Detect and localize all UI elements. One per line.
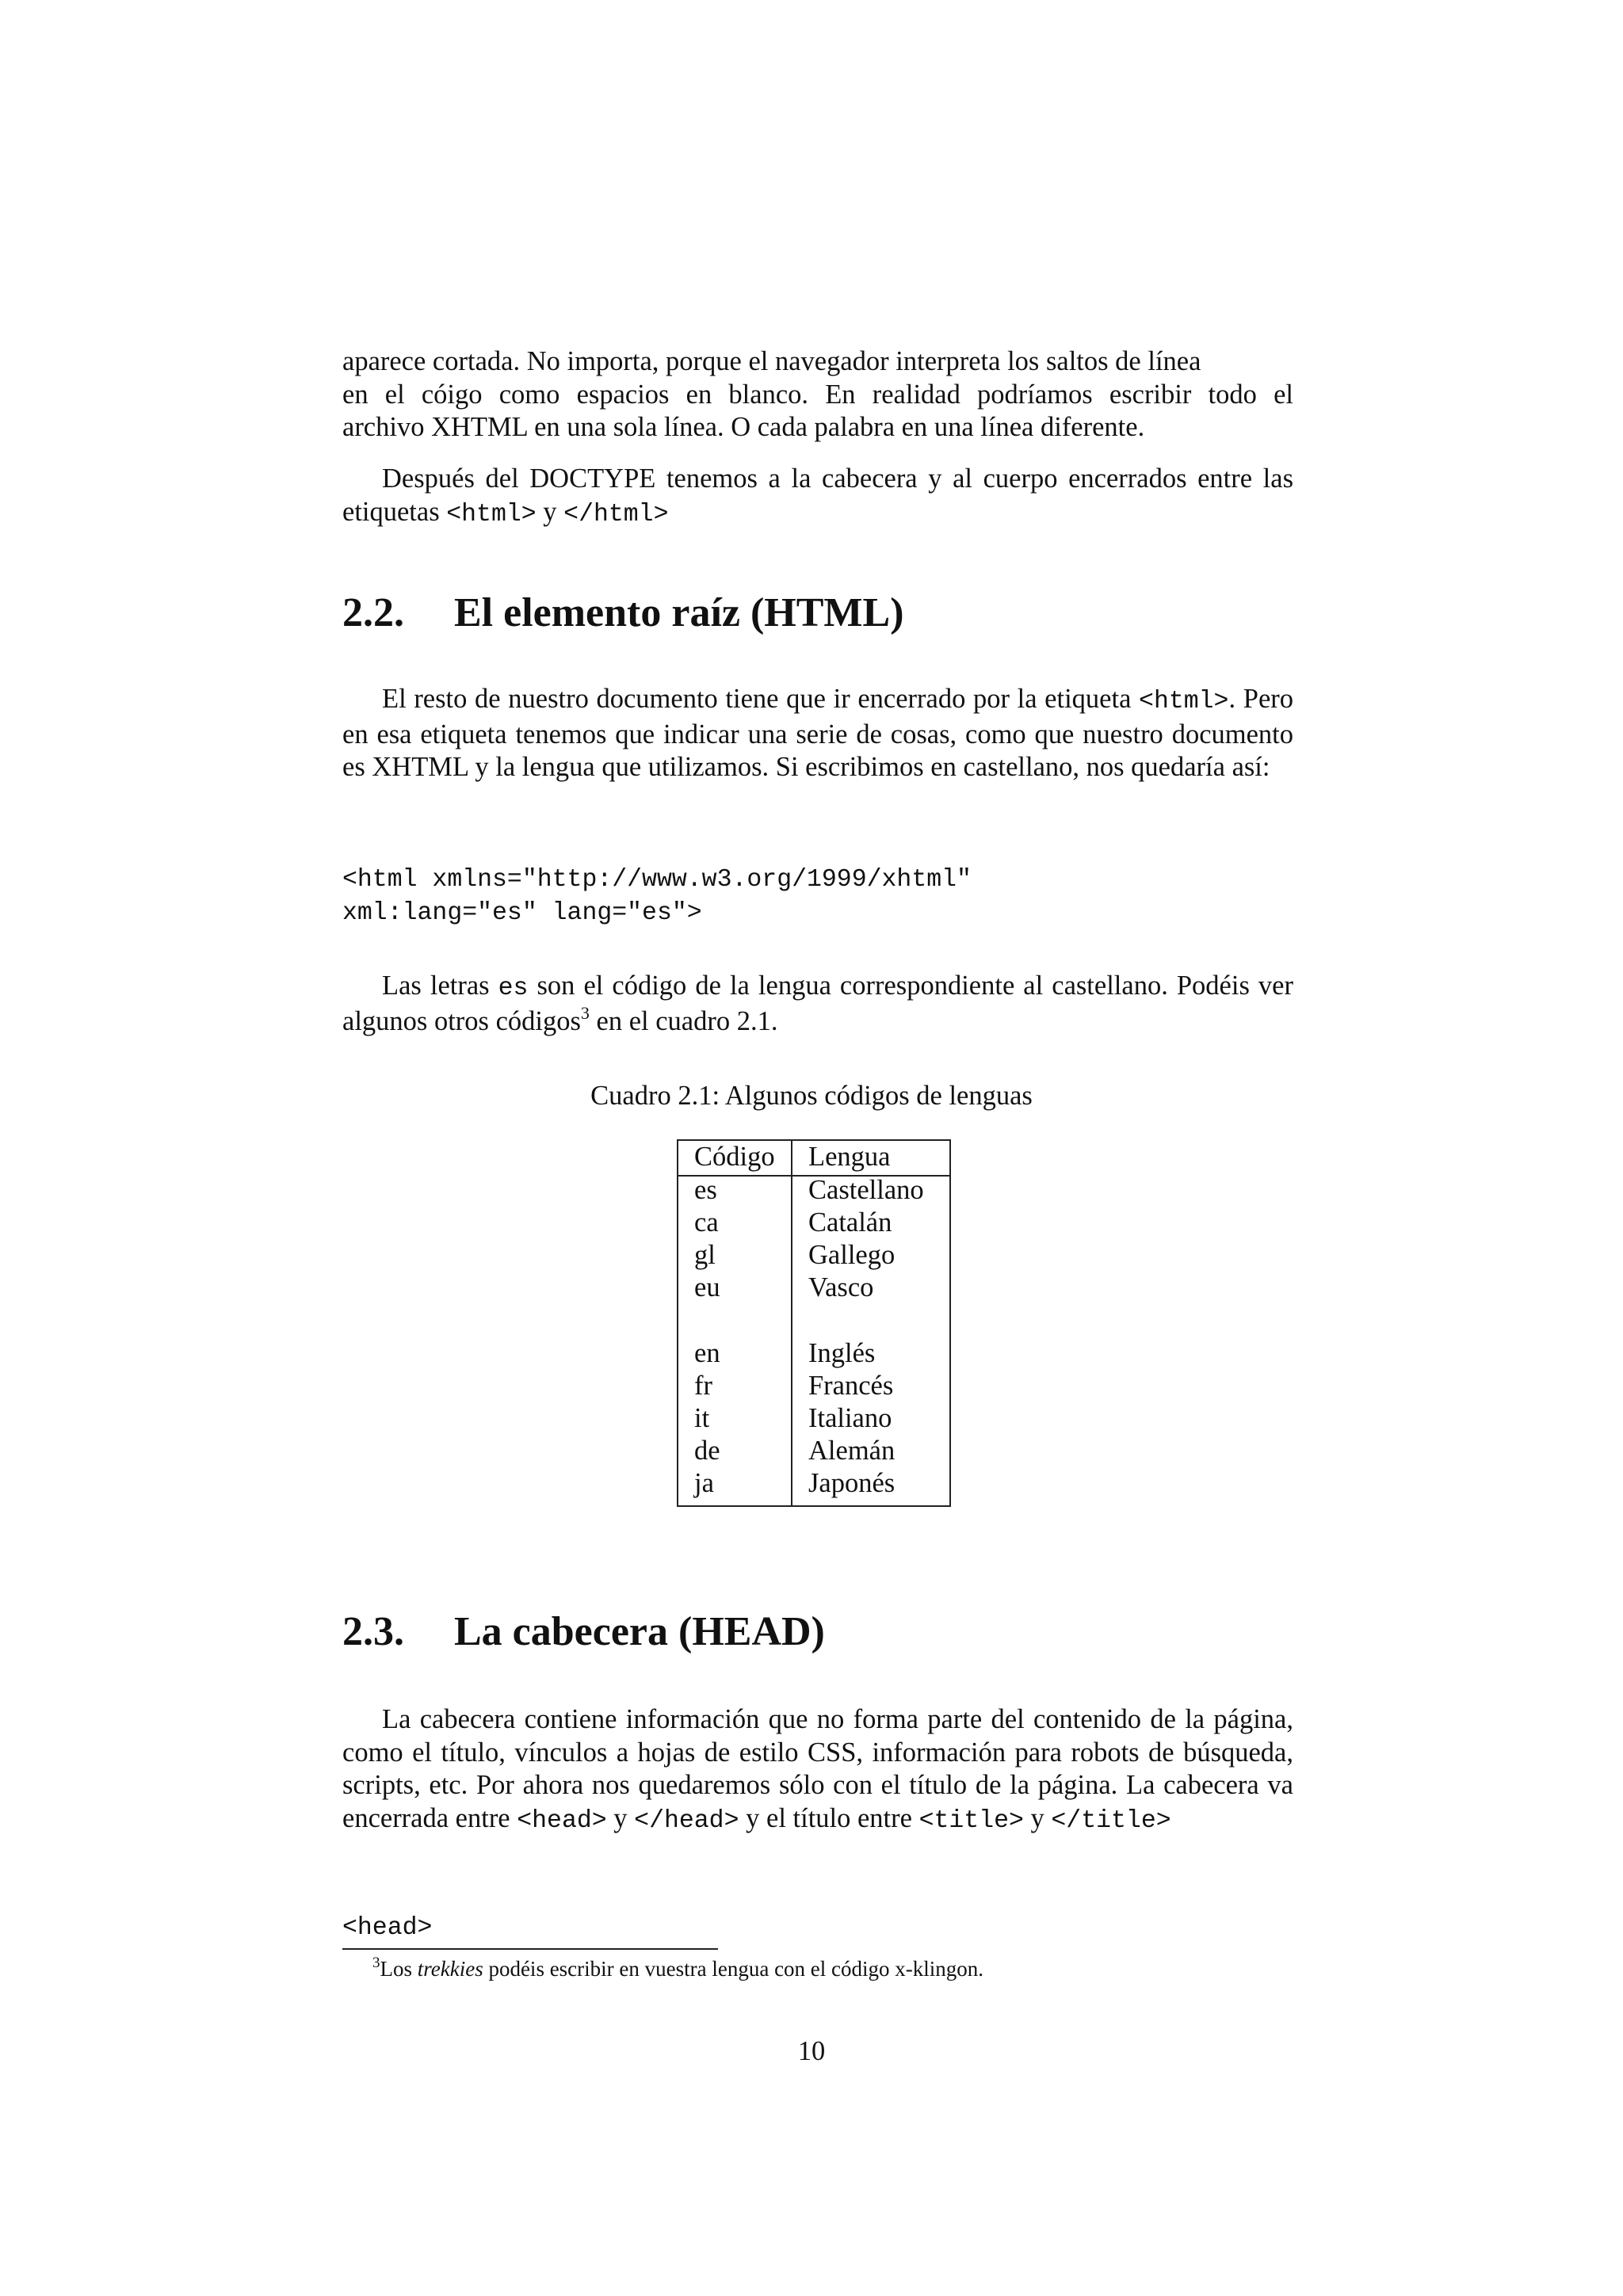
table-cell-code: fr xyxy=(694,1371,712,1401)
table-cell-language: Italiano xyxy=(808,1403,892,1433)
table-cell-code: ca xyxy=(694,1207,719,1238)
text-run: Los xyxy=(380,1957,418,1981)
page-number: 10 xyxy=(797,2036,826,2066)
inline-code: </html> xyxy=(563,500,669,528)
paragraph-language-code xyxy=(342,970,1293,1038)
section-title: El elemento raíz (HTML) xyxy=(454,590,904,635)
table-cell-code: en xyxy=(694,1338,720,1368)
inline-code: </title> xyxy=(1051,1806,1171,1835)
paragraph-text xyxy=(342,1703,1293,1837)
table-cell-language: Francés xyxy=(808,1371,894,1401)
table-header-code: Código xyxy=(694,1142,775,1172)
text-run: La cabecera contiene información que no forma parte del contenido de la página, como el título, vínculos a hojas de estilo CSS, información para robots de búsqueda, scripts, etc. Por ahora nos quedaremos sólo con el título de la página. La cabecera va encerrada entre xyxy=(342,1704,1293,1833)
table-cell-language: Gallego xyxy=(808,1240,896,1270)
section-heading xyxy=(342,1608,825,1655)
table-cell-code: de xyxy=(694,1436,720,1466)
text-run: y xyxy=(1023,1802,1052,1833)
language-codes-table xyxy=(677,1139,951,1507)
text-run: podéis escribir en vuestra lengua con el código x-klingon. xyxy=(483,1957,984,1981)
table-column-divider xyxy=(791,1141,792,1505)
paragraph-continuation xyxy=(342,345,1293,444)
text-run: y el título entre xyxy=(739,1802,919,1833)
footnote xyxy=(372,1955,983,1982)
code-line: xml:lang="es" lang="es"> xyxy=(342,899,702,927)
inline-code: <head> xyxy=(517,1806,607,1835)
paragraph-line: archivo XHTML en una sola línea. O cada palabra en una línea diferente. xyxy=(342,412,1145,442)
text-run: son el código de la lengua correspondiente al castellano. Podéis ver algunos otros códigos xyxy=(342,971,1293,1036)
section-number: 2.3. xyxy=(342,1609,404,1654)
section-number: 2.2. xyxy=(342,590,404,635)
table-cell-language: Alemán xyxy=(808,1436,896,1466)
code-block xyxy=(342,864,972,930)
footnote-mark: 3 xyxy=(372,1955,380,1971)
text-run: Después del DOCTYPE tenemos a la cabecera y al cuerpo encerrados entre las etiquetas xyxy=(342,463,1293,527)
table-cell-language: Japonés xyxy=(808,1468,896,1498)
paragraph-doctype xyxy=(342,463,1293,531)
table-cell-code: gl xyxy=(694,1240,716,1270)
inline-code: <html> xyxy=(446,500,537,528)
footnote-mark[interactable]: 3 xyxy=(580,1002,590,1023)
paragraph-text xyxy=(342,683,1293,784)
code-block xyxy=(342,1912,432,1945)
code-line: <html xmlns="http://www.w3.org/1999/xhtml" xyxy=(342,866,972,894)
paragraph-text xyxy=(342,463,1293,531)
code-line: <head> xyxy=(342,1914,433,1942)
paragraph-line: aparece cortada. No importa, porque el navegador interpreta los saltos de línea xyxy=(342,346,1201,376)
text-run: y xyxy=(606,1802,635,1833)
inline-code: <title> xyxy=(918,1806,1024,1835)
paragraph-text xyxy=(342,970,1293,1038)
inline-code: <html> xyxy=(1139,688,1229,715)
text-run: y xyxy=(536,496,564,527)
table-cell-code: ja xyxy=(694,1468,714,1498)
table-caption: Cuadro 2.1: Algunos códigos de lenguas xyxy=(590,1081,1033,1111)
section-title: La cabecera (HEAD) xyxy=(454,1609,825,1654)
paragraph-line: en el cóigo como espacios en blanco. En realidad podríamos escribir todo el xyxy=(342,379,1293,410)
table-cell-code: eu xyxy=(694,1272,720,1302)
table-cell-code: es xyxy=(694,1175,717,1205)
footnote-rule xyxy=(342,1948,718,1950)
emphasis: trekkies xyxy=(417,1957,483,1981)
paragraph-html-element xyxy=(342,683,1293,784)
text-run: Las letras xyxy=(382,971,498,1001)
table-cell-code: it xyxy=(694,1403,710,1433)
section-heading xyxy=(342,589,904,636)
text-run: . Pero en esa etiqueta tenemos que indicar una serie de cosas, como que nuestro documento es XHTML y la lengua que utilizamos. Si escribimos en castellano, nos quedaría así: xyxy=(342,684,1293,782)
text-run: El resto de nuestro documento tiene que ir encerrado por la etiqueta xyxy=(382,684,1140,714)
text-run: en el cuadro 2.1. xyxy=(589,1005,778,1036)
inline-code: </head> xyxy=(634,1806,739,1835)
paragraph-head xyxy=(342,1703,1293,1837)
inline-code: es xyxy=(498,974,529,1002)
table-cell-language: Castellano xyxy=(808,1175,924,1205)
table-cell-language: Vasco xyxy=(808,1272,874,1302)
table-header-language: Lengua xyxy=(808,1142,891,1172)
table-cell-language: Inglés xyxy=(808,1338,876,1368)
table-cell-language: Catalán xyxy=(808,1207,892,1238)
